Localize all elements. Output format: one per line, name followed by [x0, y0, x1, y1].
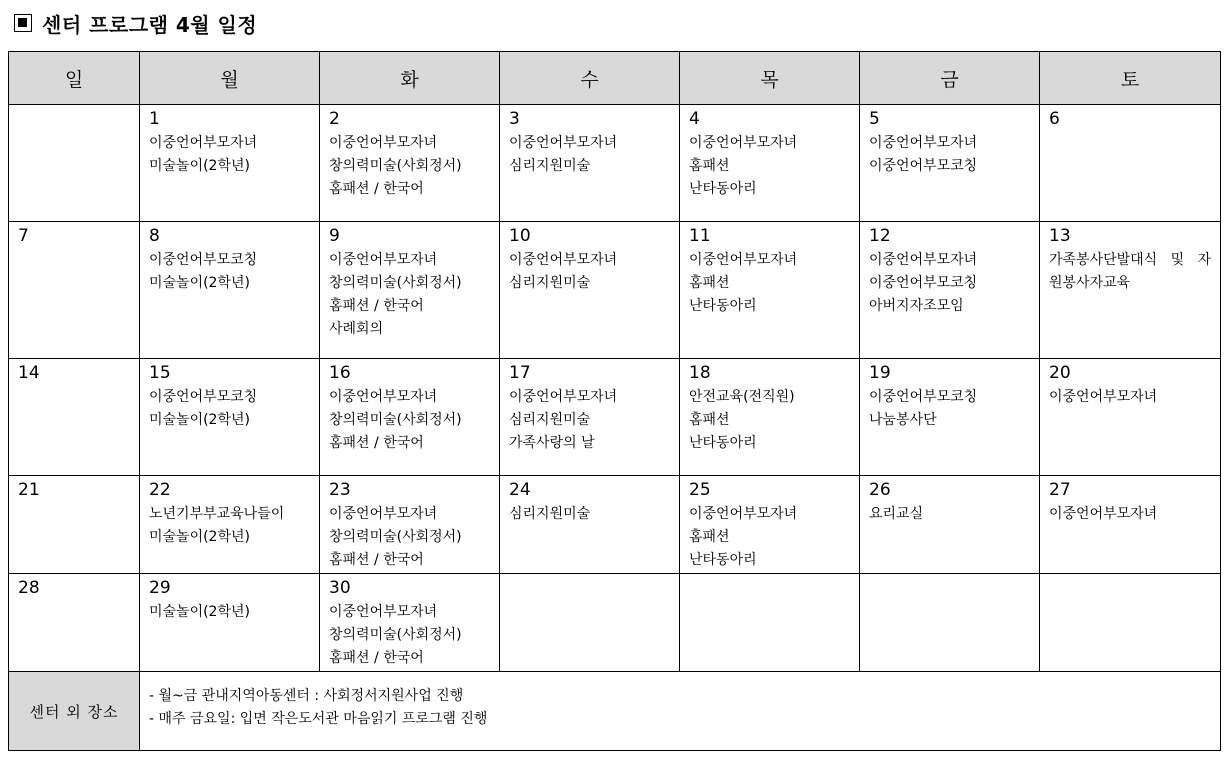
weekday-header: 일 — [9, 52, 140, 105]
program-item: 난타동아리 — [689, 181, 757, 197]
program-item: 노년기부부교육나들이 — [149, 506, 285, 522]
day-cell — [1040, 222, 1221, 359]
footer-note: - 월~금 관내지역아동센터 : 사회정서지원사업 진행 — [149, 688, 464, 704]
program-item: 창의력미술(사회정서) — [329, 275, 462, 291]
day-cell — [320, 359, 500, 476]
day-cell — [860, 359, 1040, 476]
footer-row — [9, 672, 1221, 751]
day-number: 7 — [18, 226, 29, 246]
program-item: 홈패션 — [689, 158, 730, 174]
program-list — [149, 249, 319, 295]
program-list — [329, 386, 499, 455]
day-number: 29 — [149, 578, 171, 598]
day-cell — [1040, 359, 1221, 476]
program-item: 이중언어부모자녀 — [509, 135, 618, 151]
program-item: 이중언어부모자녀 — [329, 252, 438, 268]
program-item: 심리지원미술 — [509, 158, 591, 174]
day-cell — [500, 359, 680, 476]
program-item: 가족사랑의 날 — [509, 435, 595, 451]
day-cell — [320, 574, 500, 672]
program-item: 이중언어부모코칭 — [869, 158, 978, 174]
day-cell — [320, 105, 500, 222]
day-cell — [500, 574, 680, 672]
day-cell — [9, 105, 140, 222]
day-cell — [860, 222, 1040, 359]
weekday-header: 월 — [140, 52, 320, 105]
program-item: 이중언어부모자녀 — [689, 135, 798, 151]
program-item: 이중언어부모자녀 — [149, 135, 258, 151]
day-cell — [320, 222, 500, 359]
program-list — [149, 503, 319, 549]
day-cell — [680, 359, 860, 476]
program-item: 이중언어부모자녀 — [329, 389, 438, 405]
day-number: 19 — [869, 363, 891, 383]
day-cell — [500, 105, 680, 222]
program-list — [1049, 503, 1220, 526]
program-item: 사례회의 — [329, 321, 384, 337]
program-list — [509, 386, 679, 455]
program-item: 이중언어부모자녀 — [329, 506, 438, 522]
day-number: 1 — [149, 109, 160, 129]
program-list — [149, 386, 319, 432]
day-number: 9 — [329, 226, 340, 246]
day-number: 28 — [18, 578, 40, 598]
program-list — [1049, 249, 1220, 295]
weekday-header: 토 — [1040, 52, 1221, 105]
program-list — [689, 249, 859, 318]
day-cell — [9, 222, 140, 359]
day-cell — [140, 222, 320, 359]
weekday-header-row — [9, 52, 1221, 105]
day-cell — [860, 574, 1040, 672]
program-item: 이중언어부모자녀 — [869, 252, 978, 268]
day-number: 11 — [689, 226, 711, 246]
program-list — [1049, 386, 1220, 409]
day-number: 26 — [869, 480, 891, 500]
program-item: 이중언어부모코칭 — [869, 275, 978, 291]
day-number: 27 — [1049, 480, 1071, 500]
day-number: 20 — [1049, 363, 1071, 383]
day-cell — [140, 359, 320, 476]
day-number: 16 — [329, 363, 351, 383]
program-list — [149, 601, 319, 624]
program-item: 미술놀이(2학년) — [149, 604, 250, 620]
day-number: 3 — [509, 109, 520, 129]
day-number: 5 — [869, 109, 880, 129]
day-number: 23 — [329, 480, 351, 500]
day-number: 4 — [689, 109, 700, 129]
day-number: 30 — [329, 578, 351, 598]
program-item: 홈패션 — [689, 529, 730, 545]
program-list — [689, 386, 859, 455]
day-cell — [140, 574, 320, 672]
program-item: 창의력미술(사회정서) — [329, 529, 462, 545]
weekday-header: 화 — [320, 52, 500, 105]
program-item: 난타동아리 — [689, 298, 757, 314]
program-item: 이중언어부모자녀 — [329, 604, 438, 620]
program-item: 이중언어부모코칭 — [149, 389, 258, 405]
program-item: 이중언어부모자녀 — [509, 389, 618, 405]
program-item: 심리지원미술 — [509, 275, 591, 291]
page-title-text: 센터 프로그램 4월 일정 — [42, 12, 258, 37]
program-item: 안전교육(전직원) — [689, 389, 795, 405]
program-item: 이중언어부모자녀 — [689, 252, 798, 268]
footer-notes — [140, 672, 1220, 731]
weekday-header: 목 — [680, 52, 860, 105]
calendar-table — [8, 51, 1221, 751]
program-item: 원봉사자교육 — [1049, 275, 1131, 291]
day-cell — [500, 222, 680, 359]
program-list — [689, 132, 859, 201]
day-number: 24 — [509, 480, 531, 500]
program-item: 심리지원미술 — [509, 412, 591, 428]
day-number: 14 — [18, 363, 40, 383]
day-cell — [680, 476, 860, 574]
week-row — [9, 359, 1221, 476]
program-list — [329, 503, 499, 572]
program-list — [329, 132, 499, 201]
day-number: 22 — [149, 480, 171, 500]
day-cell — [680, 105, 860, 222]
program-item: 홈패션 / 한국어 — [329, 181, 424, 197]
program-list — [509, 132, 679, 178]
program-item: 이중언어부모자녀 — [1049, 506, 1158, 522]
day-cell — [9, 476, 140, 574]
program-item: 미술놀이(2학년) — [149, 275, 250, 291]
program-list — [869, 132, 1039, 178]
day-cell — [860, 105, 1040, 222]
weekday-header: 금 — [860, 52, 1040, 105]
week-row — [9, 574, 1221, 672]
footer-label: 센터 외 장소 — [9, 672, 140, 751]
program-item: 이중언어부모자녀 — [1049, 389, 1158, 405]
day-cell — [680, 574, 860, 672]
program-item: 아버지자조모임 — [869, 298, 964, 314]
week-row — [9, 476, 1221, 574]
day-cell — [9, 574, 140, 672]
program-item: 미술놀이(2학년) — [149, 158, 250, 174]
program-list — [869, 249, 1039, 318]
day-number: 12 — [869, 226, 891, 246]
program-item: 창의력미술(사회정서) — [329, 158, 462, 174]
program-item: 홈패션 — [689, 275, 730, 291]
day-cell — [680, 222, 860, 359]
week-row — [9, 105, 1221, 222]
day-number: 10 — [509, 226, 531, 246]
program-item: 이중언어부모자녀 — [509, 252, 618, 268]
program-item: 이중언어부모자녀 — [689, 506, 798, 522]
page-title — [14, 8, 257, 38]
day-cell — [9, 359, 140, 476]
week-row — [9, 222, 1221, 359]
program-item: 홈패션 — [689, 412, 730, 428]
program-list — [509, 249, 679, 295]
footer-notes-cell — [140, 672, 1221, 751]
program-item: 이중언어부모코칭 — [869, 389, 978, 405]
day-number: 18 — [689, 363, 711, 383]
day-cell — [1040, 574, 1221, 672]
weekday-header: 수 — [500, 52, 680, 105]
day-cell — [140, 105, 320, 222]
program-list — [149, 132, 319, 178]
day-cell — [1040, 476, 1221, 574]
program-item: 미술놀이(2학년) — [149, 412, 250, 428]
program-item: 홈패션 / 한국어 — [329, 552, 424, 568]
program-item: 요리교실 — [869, 506, 924, 522]
program-item: 홈패션 / 한국어 — [329, 435, 424, 451]
day-cell — [320, 476, 500, 574]
day-number: 21 — [18, 480, 40, 500]
program-item: 이중언어부모코칭 — [149, 252, 258, 268]
program-list — [869, 503, 1039, 526]
program-item: 창의력미술(사회정서) — [329, 412, 462, 428]
program-item: 창의력미술(사회정서) — [329, 627, 462, 643]
day-number: 13 — [1049, 226, 1071, 246]
day-number: 8 — [149, 226, 160, 246]
program-item: 난타동아리 — [689, 552, 757, 568]
day-number: 17 — [509, 363, 531, 383]
program-item: 이중언어부모자녀 — [329, 135, 438, 151]
program-list — [869, 386, 1039, 432]
footer-note: - 매주 금요일: 입면 작은도서관 마음읽기 프로그램 진행 — [149, 711, 488, 727]
program-item: 심리지원미술 — [509, 506, 591, 522]
program-list — [329, 249, 499, 341]
day-cell — [860, 476, 1040, 574]
program-list — [689, 503, 859, 572]
program-list — [509, 503, 679, 526]
day-number: 15 — [149, 363, 171, 383]
day-number: 6 — [1049, 109, 1060, 129]
program-item: 이중언어부모자녀 — [869, 135, 978, 151]
program-item: 홈패션 / 한국어 — [329, 298, 424, 314]
program-item: 난타동아리 — [689, 435, 757, 451]
program-item: 홈패션 / 한국어 — [329, 650, 424, 666]
square-bullet-icon — [14, 14, 32, 32]
program-item: 가족봉사단발대식 및 자 — [1049, 252, 1211, 268]
day-cell — [140, 476, 320, 574]
calendar-body — [9, 105, 1221, 672]
day-cell — [1040, 105, 1221, 222]
day-cell — [500, 476, 680, 574]
program-list — [329, 601, 499, 670]
program-item: 미술놀이(2학년) — [149, 529, 250, 545]
day-number: 2 — [329, 109, 340, 129]
program-item: 나눔봉사단 — [869, 412, 937, 428]
day-number: 25 — [689, 480, 711, 500]
